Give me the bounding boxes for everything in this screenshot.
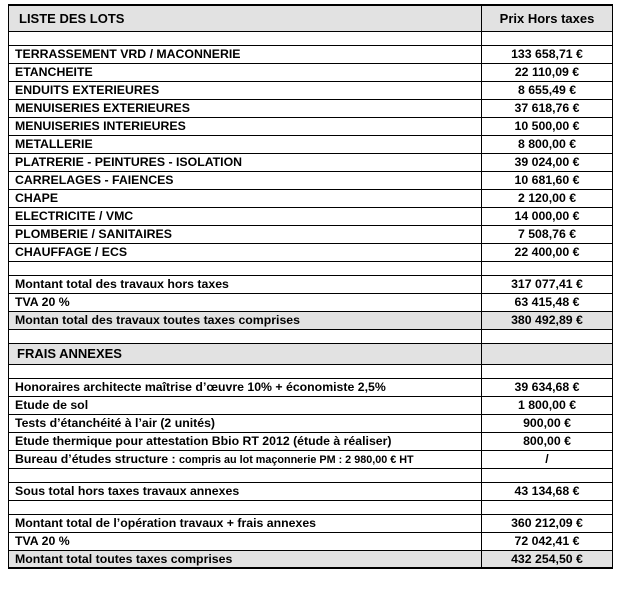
annex-label-structure-main: Bureau d’études structure : [15,451,179,466]
lot-price: 37 618,76 € [482,99,613,117]
spacer-cell-label [9,329,482,343]
lot-price: 22 400,00 € [482,243,613,261]
works-vat-price: 63 415,48 € [482,293,613,311]
table-row [9,396,613,414]
spacer-cell-label [9,261,482,275]
lot-price: 10 681,60 € [482,171,613,189]
annex-label: Etude de sol [9,396,482,414]
lot-label: MENUISERIES EXTERIEURES [9,99,482,117]
lot-price: 8 655,49 € [482,81,613,99]
table-row [9,432,613,450]
lot-label: ENDUITS EXTERIEURES [9,81,482,99]
table-row [9,243,613,261]
lot-label: TERRASSEMENT VRD / MACONNERIE [9,45,482,63]
annex-label: Honoraires architecte maîtrise d’œuvre 10% + économiste 2,5% [9,378,482,396]
lot-label: ETANCHEITE [9,63,482,81]
lot-label: MENUISERIES INTERIEURES [9,117,482,135]
spacer-cell-price [482,468,613,482]
column-header-lots: LISTE DES LOTS [9,5,482,31]
grand-total-price: 432 254,50 € [482,550,613,568]
operation-total-label: Montant total de l’opération travaux + frais annexes [9,514,482,532]
table-row [9,414,613,432]
annex-price: 1 800,00 € [482,396,613,414]
annex-price: 900,00 € [482,414,613,432]
spacer-cell-price [482,261,613,275]
table-row [9,450,613,468]
spacer-cell-label [9,468,482,482]
lot-price: 2 120,00 € [482,189,613,207]
annex-label-structure [9,450,482,468]
section-header-row [9,343,613,364]
lot-label: PLATRERIE - PEINTURES - ISOLATION [9,153,482,171]
table-row [9,99,613,117]
table-row [9,514,613,532]
lot-price: 7 508,76 € [482,225,613,243]
spacer-cell-label [9,500,482,514]
spacer-row [9,500,613,514]
spacer-row [9,364,613,378]
table-row [9,550,613,568]
annex-subtotal-label: Sous total hors taxes travaux annexes [9,482,482,500]
lot-label: CHAUFFAGE / ECS [9,243,482,261]
table-row [9,532,613,550]
spacer-cell-price [482,500,613,514]
annex-section-price-blank [482,343,613,364]
grand-total-label: Montant total toutes taxes comprises [9,550,482,568]
spacer-cell-price [482,329,613,343]
lot-price: 39 024,00 € [482,153,613,171]
table-row [9,275,613,293]
table-row [9,225,613,243]
column-header-price: Prix Hors taxes [482,5,613,31]
works-total-price: 317 077,41 € [482,275,613,293]
spacer-row [9,468,613,482]
lot-price: 14 000,00 € [482,207,613,225]
table-row [9,189,613,207]
lot-price: 8 800,00 € [482,135,613,153]
spacer-cell-label [9,31,482,45]
annex-label: Etude thermique pour attestation Bbio RT 2012 (étude à réaliser) [9,432,482,450]
table-row [9,311,613,329]
spacer-row [9,31,613,45]
annex-subtotal-price: 43 134,68 € [482,482,613,500]
operation-vat-label: TVA 20 % [9,532,482,550]
table-row [9,482,613,500]
spacer-row [9,261,613,275]
lot-price: 22 110,09 € [482,63,613,81]
works-vat-label: TVA 20 % [9,293,482,311]
table-row [9,378,613,396]
lot-label: ELECTRICITE / VMC [9,207,482,225]
table-row [9,135,613,153]
annex-label-structure-note: compris au lot maçonnerie PM : 2 980,00 € HT [179,453,414,466]
lot-price: 10 500,00 € [482,117,613,135]
lot-label: PLOMBERIE / SANITAIRES [9,225,482,243]
annex-price: 39 634,68 € [482,378,613,396]
spacer-cell-price [482,364,613,378]
table-row [9,117,613,135]
lot-price: 133 658,71 € [482,45,613,63]
spacer-row [9,329,613,343]
table-row [9,293,613,311]
lot-label: CHAPE [9,189,482,207]
operation-total-price: 360 212,09 € [482,514,613,532]
works-total-label: Montant total des travaux hors taxes [9,275,482,293]
annex-price: / [482,450,613,468]
table-header-row [9,5,613,31]
lot-label: CARRELAGES - FAIENCES [9,171,482,189]
lot-label: METALLERIE [9,135,482,153]
annex-label: Tests d’étanchéité à l’air (2 unités) [9,414,482,432]
cost-summary-table [8,4,613,569]
table-row [9,207,613,225]
annex-section-title: FRAIS ANNEXES [9,343,482,364]
annex-price: 800,00 € [482,432,613,450]
table-row [9,81,613,99]
spacer-cell-price [482,31,613,45]
table-row [9,63,613,81]
table-row [9,171,613,189]
operation-vat-price: 72 042,41 € [482,532,613,550]
spacer-cell-label [9,364,482,378]
table-row [9,153,613,171]
table-row [9,45,613,63]
works-total-ttc-label: Montan total des travaux toutes taxes comprises [9,311,482,329]
works-total-ttc-price: 380 492,89 € [482,311,613,329]
